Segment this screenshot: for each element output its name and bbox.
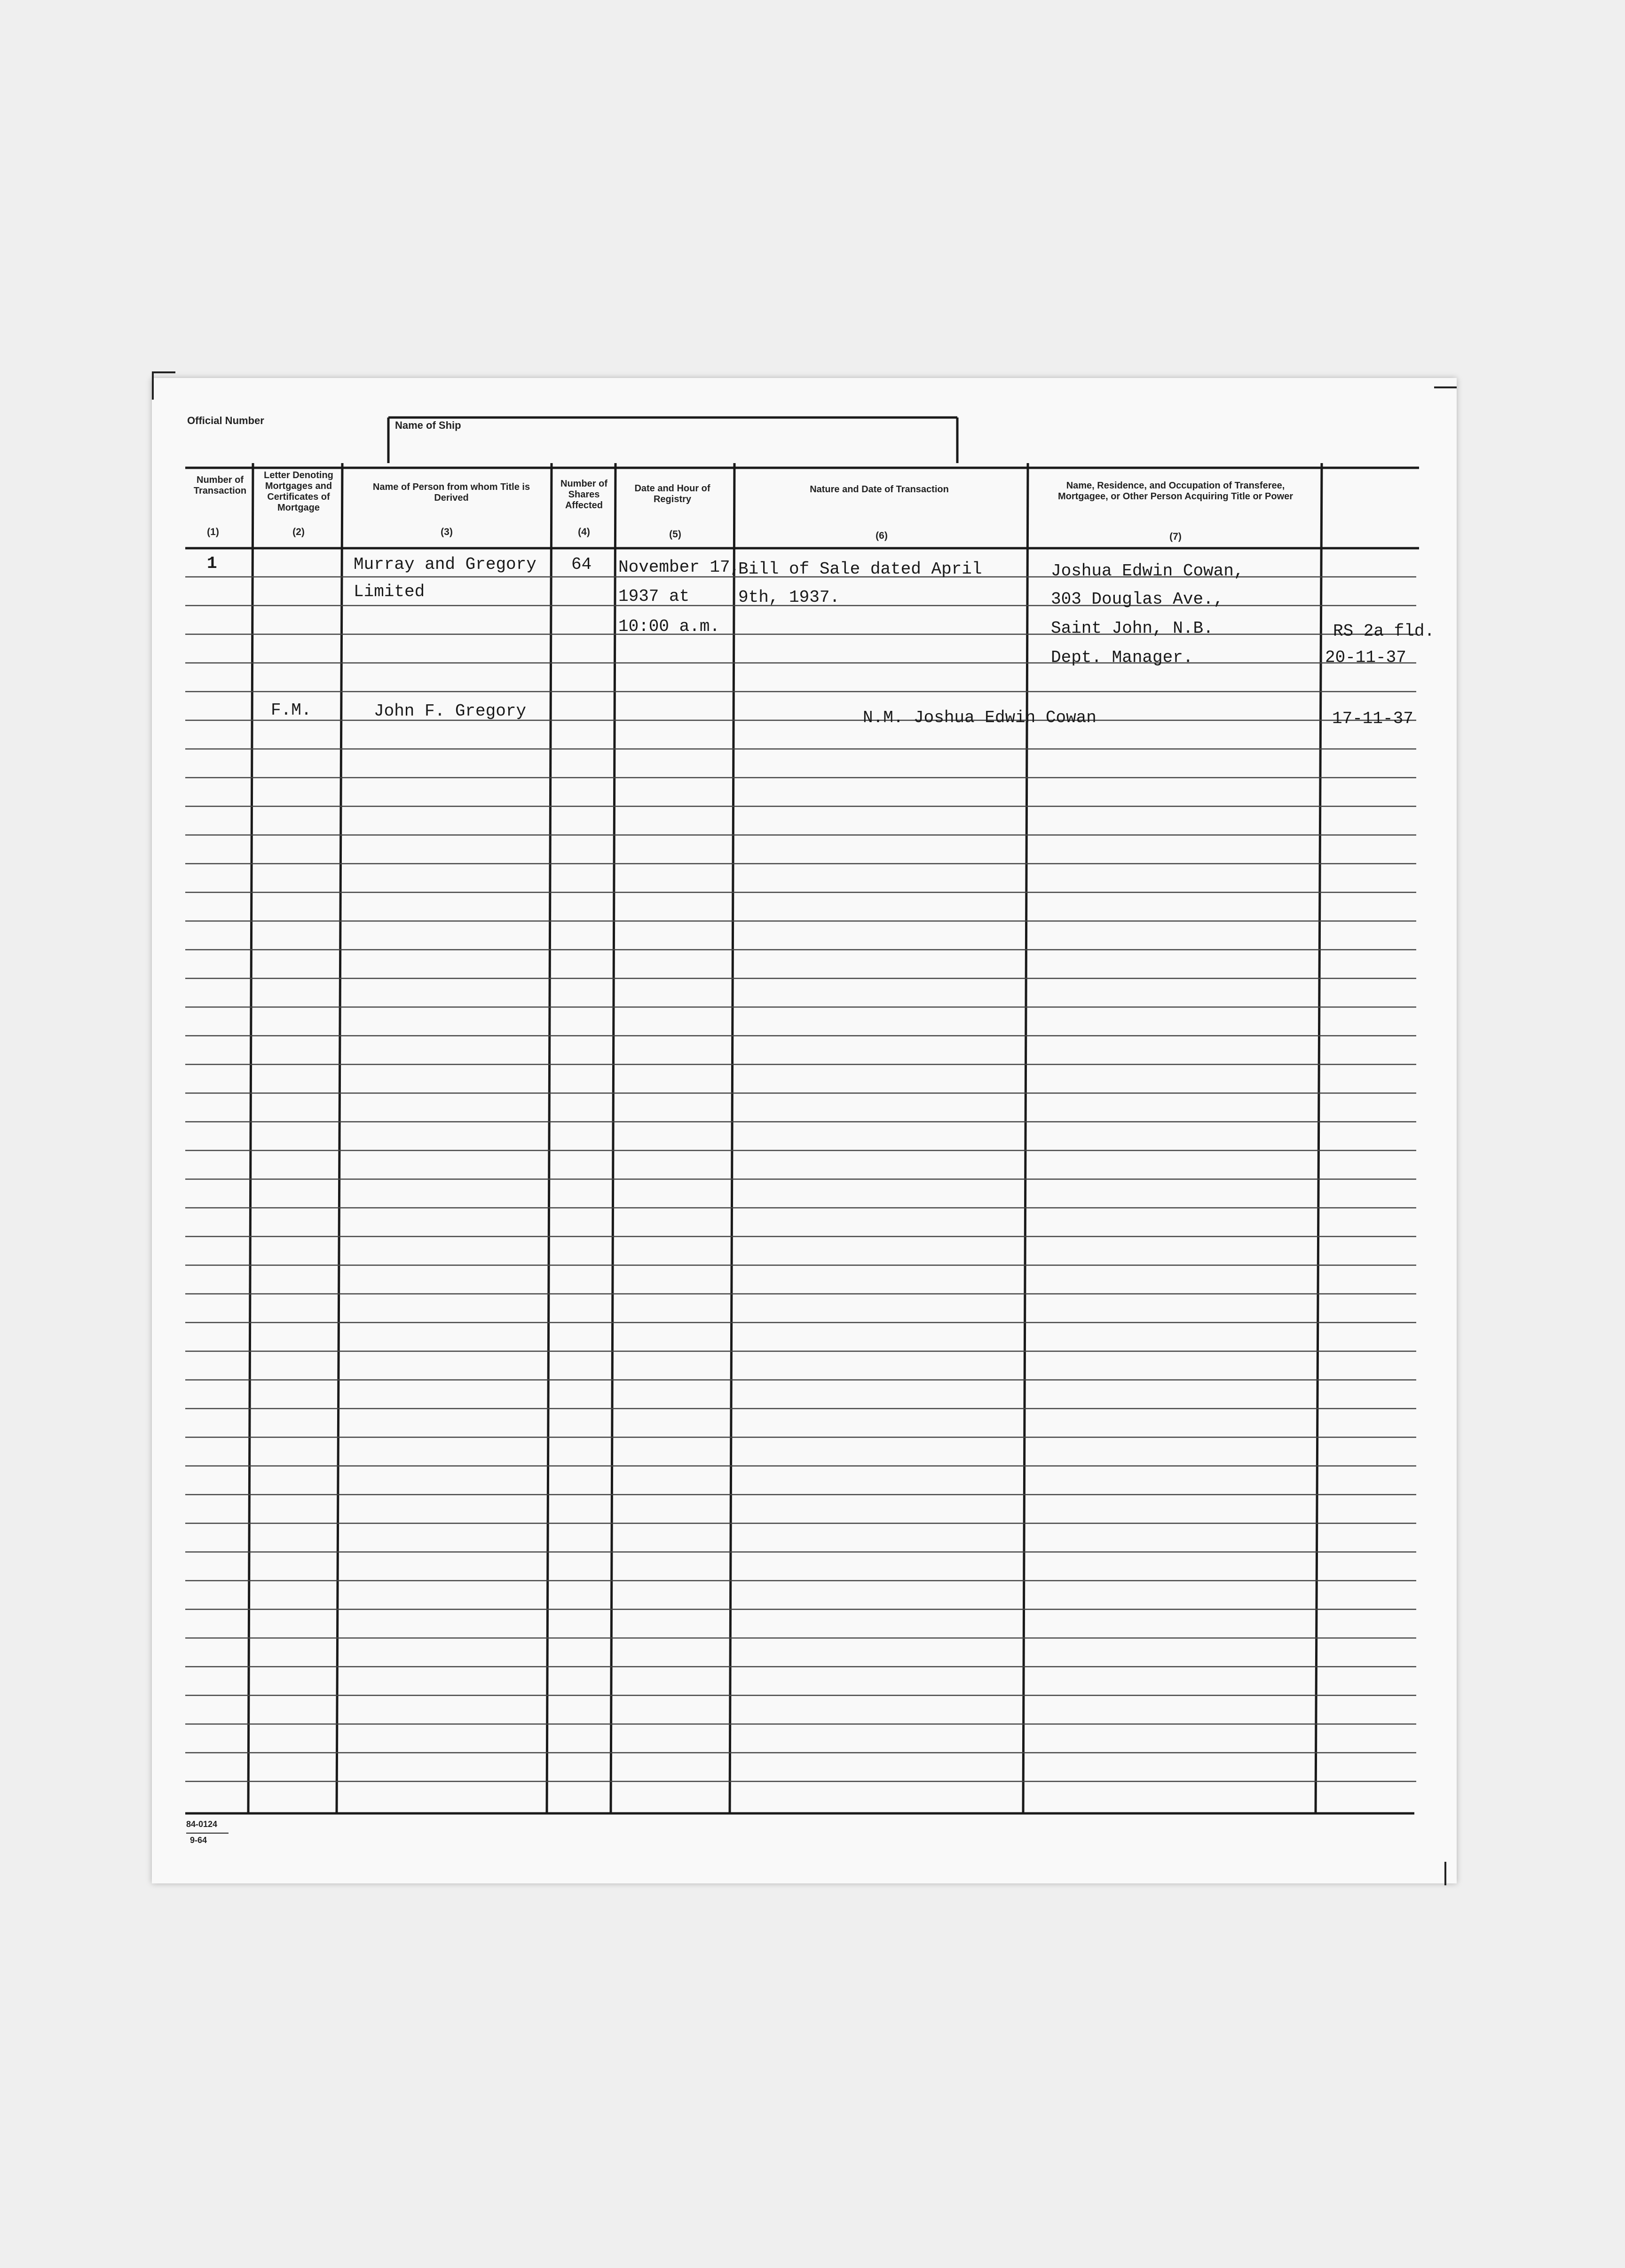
col2-heading: Letter Denoting Mortgages and Certificates of Mortgage <box>264 470 333 513</box>
entry-remark-line1: RS 2a fld. <box>1333 622 1435 641</box>
entry-shares: 64 <box>571 555 592 574</box>
col3-number: (3) <box>441 527 453 537</box>
entry-nature-line1: Bill of Sale dated April <box>738 559 982 579</box>
col3-heading: Name of Person from whom Title is Derived <box>372 482 530 503</box>
col7-heading: Name, Residence, and Occupation of Transferee, Mortgagee, or Other Person Acquiring Title or Power <box>1057 480 1294 502</box>
entry-registry-line3: 10:00 a.m. <box>618 617 720 636</box>
official-number-label: Official Number <box>187 415 264 426</box>
entry-second-date: 17-11-37 <box>1332 709 1413 728</box>
entry-transferee-line3: Saint John, N.B. <box>1051 619 1214 638</box>
col4-heading: Number of Shares Affected <box>560 479 607 511</box>
col7-number: (7) <box>1169 531 1182 542</box>
entry-second-letter: F.M. <box>271 701 312 720</box>
entry-second-from: John F. Gregory <box>374 701 527 721</box>
entry-transaction-number: 1 <box>207 554 217 573</box>
entry-registry-line1: November 17, <box>618 558 741 577</box>
entry-registry-line2: 1937 at <box>618 587 690 606</box>
form-date: 9-64 <box>190 1835 207 1845</box>
entry-second-nature: N.M. Joshua Edwin Cowan <box>863 708 1096 727</box>
entry-remark-line2: 20-11-37 <box>1325 648 1406 667</box>
name-of-ship-label: Name of Ship <box>395 419 461 431</box>
entry-transferee-line4: Dept. Manager. <box>1051 648 1193 667</box>
form-code-divider <box>186 1833 229 1834</box>
col5-heading: Date and Hour of Registry <box>634 483 710 504</box>
col6-heading: Nature and Date of Transaction <box>810 484 949 495</box>
entry-transferee-line1: Joshua Edwin Cowan, <box>1051 561 1244 581</box>
col5-number: (5) <box>669 529 681 540</box>
form-code: 84-0124 <box>186 1819 218 1829</box>
col4-number: (4) <box>578 527 590 537</box>
col6-number: (6) <box>876 530 888 541</box>
entry-from-line1: Murray and Gregory <box>354 555 536 574</box>
col1-heading: Number of Transaction <box>193 475 247 496</box>
entry-from-line2: Limited <box>354 582 425 601</box>
col2-number: (2) <box>292 527 305 537</box>
col1-number: (1) <box>207 527 219 537</box>
entry-nature-line2: 9th, 1937. <box>738 588 840 607</box>
entry-transferee-line2: 303 Douglas Ave., <box>1051 590 1224 609</box>
